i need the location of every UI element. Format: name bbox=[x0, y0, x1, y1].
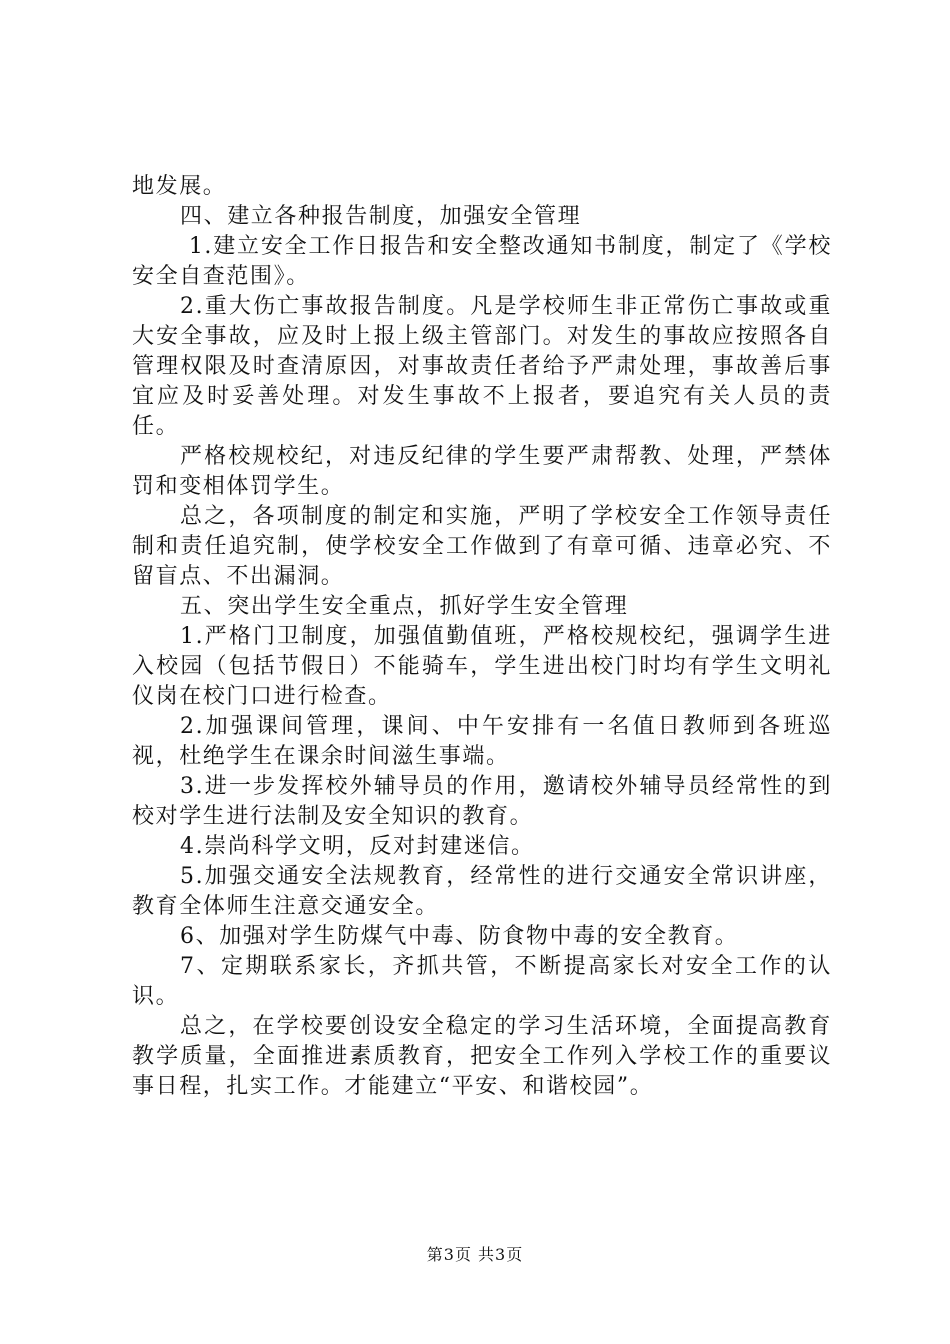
paragraph: 2.加强课间管理，课间、中午安排有一名值日教师到各班巡视，杜绝学生在课余时间滋生事端。 bbox=[132, 714, 832, 769]
paragraph: 总之，在学校要创设安全稳定的学习生活环境，全面提高教育教学质量，全面推进素质教育，把安全工作列入学校工作的重要议事日程，扎实工作。才能建立“平安、和谐校园”。 bbox=[132, 1014, 832, 1099]
paragraph: 5.加强交通安全法规教育，经常性的进行交通安全常识讲座，教育全体师生注意交通安全。 bbox=[132, 864, 832, 919]
paragraph: 1.建立安全工作日报告和安全整改通知书制度，制定了《学校安全自查范围》。 bbox=[132, 234, 833, 289]
section-heading: 四、建立各种报告制度，加强安全管理 bbox=[180, 204, 582, 229]
paragraph: 2.重大伤亡事故报告制度。凡是学校师生非正常伤亡事故或重大安全事故，应及时上报上级主管部门。对发生的事故应按照各自管理权限及时查清原因，对事故责任者给予严肃处理，事故善后事宜应及时妥善处理。对发生事故不上报者，要追究有关人员的责任。 bbox=[132, 294, 832, 439]
paragraph: 地发展。 bbox=[132, 174, 227, 199]
section-heading: 五、突出学生安全重点，抓好学生安全管理 bbox=[180, 594, 629, 619]
paragraph: 4.崇尚科学文明，反对封建迷信。 bbox=[180, 834, 535, 859]
paragraph: 6、加强对学生防煤气中毒、防食物中毒的安全教育。 bbox=[180, 924, 739, 949]
page-number-footer: 第3页 共3页 bbox=[426, 1245, 524, 1264]
document-body bbox=[132, 172, 832, 1102]
paragraph: 1.严格门卫制度，加强值勤值班，严格校规校纪，强调学生进入校园（包括节假日）不能骑车，学生进出校门时均有学生文明礼仪岗在校门口进行检查。 bbox=[132, 624, 832, 709]
paragraph: 7、定期联系家长，齐抓共管，不断提高家长对安全工作的认识。 bbox=[132, 954, 832, 1009]
paragraph: 严格校规校纪，对违反纪律的学生要严肃帮教、处理，严禁体罚和变相体罚学生。 bbox=[132, 444, 832, 499]
paragraph: 3.进一步发挥校外辅导员的作用，邀请校外辅导员经常性的到校对学生进行法制及安全知识的教育。 bbox=[132, 774, 832, 829]
paragraph: 总之，各项制度的制定和实施，严明了学校安全工作领导责任制和责任追究制，使学校安全工作做到了有章可循、违章必究、不留盲点、不出漏洞。 bbox=[132, 504, 832, 589]
